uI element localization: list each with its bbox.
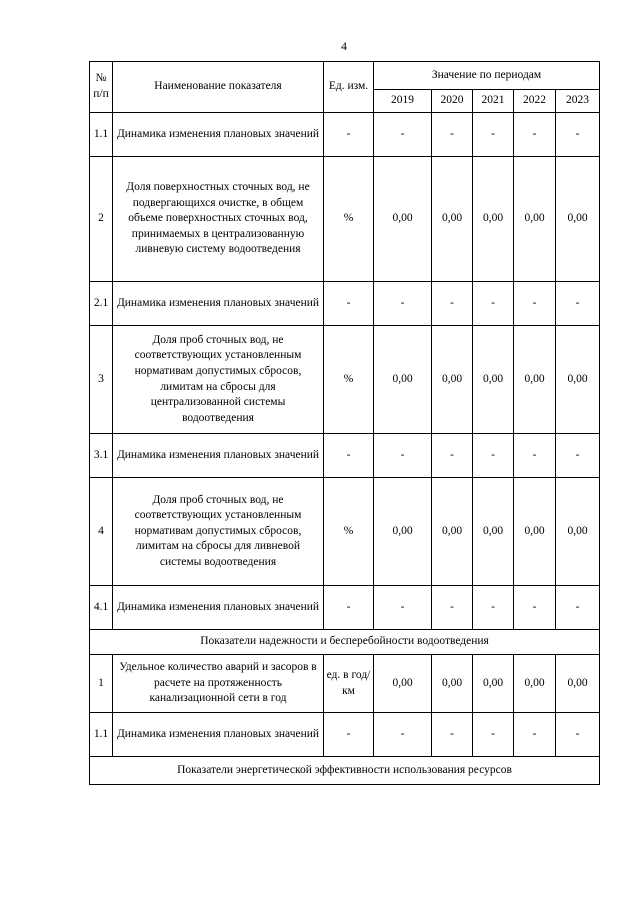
row-value: 0,00 — [556, 655, 600, 713]
row-value: 0,00 — [473, 655, 514, 713]
row-value: 0,00 — [374, 157, 432, 282]
row-value: 0,00 — [374, 326, 432, 434]
table-row — [90, 113, 600, 157]
row-value: - — [556, 586, 600, 630]
row-value: - — [556, 113, 600, 157]
row-unit: % — [324, 157, 374, 282]
row-unit: % — [324, 326, 374, 434]
row-name: Динамика изменения плановых значений — [113, 282, 324, 326]
page-number: 4 — [341, 39, 347, 53]
header-year: 2022 — [514, 90, 556, 113]
header-year: 2020 — [432, 90, 473, 113]
row-unit: - — [324, 113, 374, 157]
table-row — [90, 713, 600, 757]
row-value: 0,00 — [473, 326, 514, 434]
row-value: - — [514, 282, 556, 326]
row-value: - — [514, 113, 556, 157]
row-unit: - — [324, 586, 374, 630]
row-value: 0,00 — [432, 478, 473, 586]
row-value: - — [374, 434, 432, 478]
row-value: - — [432, 282, 473, 326]
row-value: - — [556, 434, 600, 478]
row-value: - — [432, 713, 473, 757]
row-value: 0,00 — [556, 326, 600, 434]
row-name: Удельное количество аварий и засоров в расчете на протяженность канализационной сети в год — [113, 655, 324, 713]
row-num: 2.1 — [90, 282, 113, 326]
row-unit: % — [324, 478, 374, 586]
row-value: 0,00 — [473, 157, 514, 282]
row-value: - — [514, 713, 556, 757]
row-value: - — [473, 586, 514, 630]
table-row — [90, 655, 600, 713]
row-value: - — [374, 586, 432, 630]
indicators-table — [89, 61, 600, 785]
row-value: 0,00 — [556, 478, 600, 586]
row-num: 3.1 — [90, 434, 113, 478]
row-value: 0,00 — [432, 157, 473, 282]
row-value: 0,00 — [514, 478, 556, 586]
row-value: - — [473, 434, 514, 478]
row-value: - — [432, 434, 473, 478]
header-name: Наименование показателя — [113, 62, 324, 113]
table-row — [90, 478, 600, 586]
row-value: - — [374, 282, 432, 326]
table-row — [90, 326, 600, 434]
header-num: № п/п — [90, 62, 113, 113]
row-name: Доля поверхностных сточных вод, не подвергающихся очистке, в общем объеме поверхностных сточных вод, принимаемых в централизованную ливневую систему водоотведения — [113, 157, 324, 282]
row-value: - — [473, 282, 514, 326]
header-year: 2021 — [473, 90, 514, 113]
header-unit: Ед. изм. — [324, 62, 374, 113]
row-unit: - — [324, 282, 374, 326]
header-periods: Значение по периодам — [374, 62, 600, 90]
row-value: - — [514, 586, 556, 630]
row-num: 4.1 — [90, 586, 113, 630]
row-value: - — [556, 282, 600, 326]
section-row — [90, 757, 600, 785]
row-value: 0,00 — [514, 157, 556, 282]
row-value: 0,00 — [432, 326, 473, 434]
section-row — [90, 630, 600, 655]
row-num: 1 — [90, 655, 113, 713]
row-value: 0,00 — [514, 655, 556, 713]
row-unit: ед. в год/км — [324, 655, 374, 713]
row-value: 0,00 — [374, 478, 432, 586]
row-name: Динамика изменения плановых значений — [113, 434, 324, 478]
row-value: - — [514, 434, 556, 478]
row-num: 2 — [90, 157, 113, 282]
row-value: 0,00 — [556, 157, 600, 282]
row-value: - — [432, 113, 473, 157]
row-value: 0,00 — [514, 326, 556, 434]
row-num: 4 — [90, 478, 113, 586]
header-year: 2019 — [374, 90, 432, 113]
table-row — [90, 282, 600, 326]
table-row — [90, 157, 600, 282]
table-row — [90, 434, 600, 478]
section-title: Показатели надежности и бесперебойности водоотведения — [90, 630, 600, 655]
section-title: Показатели энергетической эффективности использования ресурсов — [90, 757, 600, 785]
row-num: 3 — [90, 326, 113, 434]
row-num: 1.1 — [90, 113, 113, 157]
row-value: - — [473, 713, 514, 757]
row-name: Доля проб сточных вод, не соответствующих установленным нормативам допустимых сбросов, лимитам на сбросы для ливневой системы водоотведения — [113, 478, 324, 586]
row-name: Динамика изменения плановых значений — [113, 586, 324, 630]
row-value: - — [473, 113, 514, 157]
row-name: Динамика изменения плановых значений — [113, 713, 324, 757]
row-value: 0,00 — [473, 478, 514, 586]
row-name: Динамика изменения плановых значений — [113, 113, 324, 157]
row-value: - — [432, 586, 473, 630]
row-value: - — [556, 713, 600, 757]
row-value: 0,00 — [432, 655, 473, 713]
row-value: - — [374, 113, 432, 157]
row-value: 0,00 — [374, 655, 432, 713]
row-name: Доля проб сточных вод, не соответствующих установленным нормативам допустимых сбросов, лимитам на сбросы для централизованной системы водоотведения — [113, 326, 324, 434]
row-unit: - — [324, 713, 374, 757]
row-unit: - — [324, 434, 374, 478]
table-row — [90, 586, 600, 630]
row-num: 1.1 — [90, 713, 113, 757]
header-year: 2023 — [556, 90, 600, 113]
row-value: - — [374, 713, 432, 757]
